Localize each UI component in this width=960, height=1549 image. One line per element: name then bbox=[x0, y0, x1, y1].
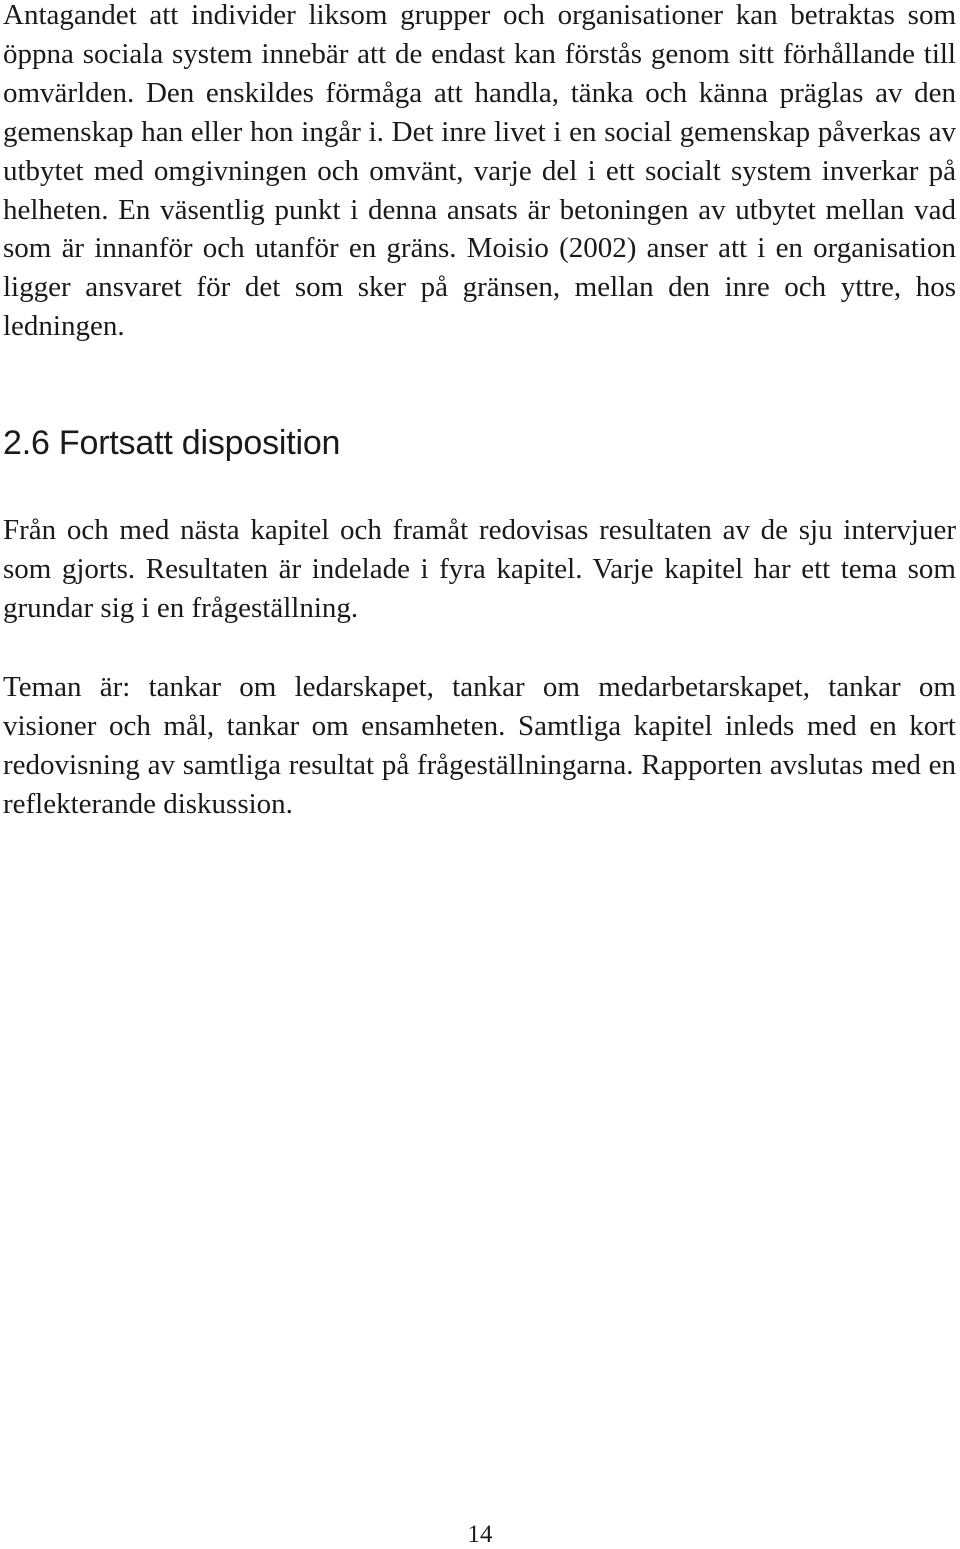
section-heading: 2.6 Fortsatt disposition bbox=[3, 424, 341, 462]
paragraph-open-systems: Antagandet att individer liksom grupper och organisationer kan betraktas som öppna sociala system innebär att de endast kan förstås genom sitt förhållande till omvärlden. Den enskildes förmåga att handla, tänka och känna präglas av den gemenskap han eller hon ingår i. Det inre livet i en social gemenskap påverkas av utbytet med omgivningen och omvänt, varje del i ett socialt system inverkar på helheten. En väsentlig punkt i denna ansats är betoningen av utbytet mellan vad som är innanför och utanför en gräns. Moisio (2002) anser att i en organisation ligger ansvaret för det som sker på gränsen, mellan den inre och yttre, hos ledningen. bbox=[3, 0, 956, 343]
paragraph-disposition: Från och med nästa kapitel och framåt redovisas resultaten av de sju intervjuer som gjorts. Resultaten är indelade i fyra kapitel. Varje kapitel har ett tema som grundar sig i en frågeställning. bbox=[3, 514, 956, 624]
page-number: 14 bbox=[467, 1521, 493, 1548]
paragraph-themes: Teman är: tankar om ledarskapet, tankar om medarbetarskapet, tankar om visioner och mål, tankar om ensamheten. Samtliga kapitel inleds med en kort redovisning av samtliga resultat på frågeställningarna. Rapporten avslutas med en reflekterande diskussion. bbox=[3, 671, 956, 820]
